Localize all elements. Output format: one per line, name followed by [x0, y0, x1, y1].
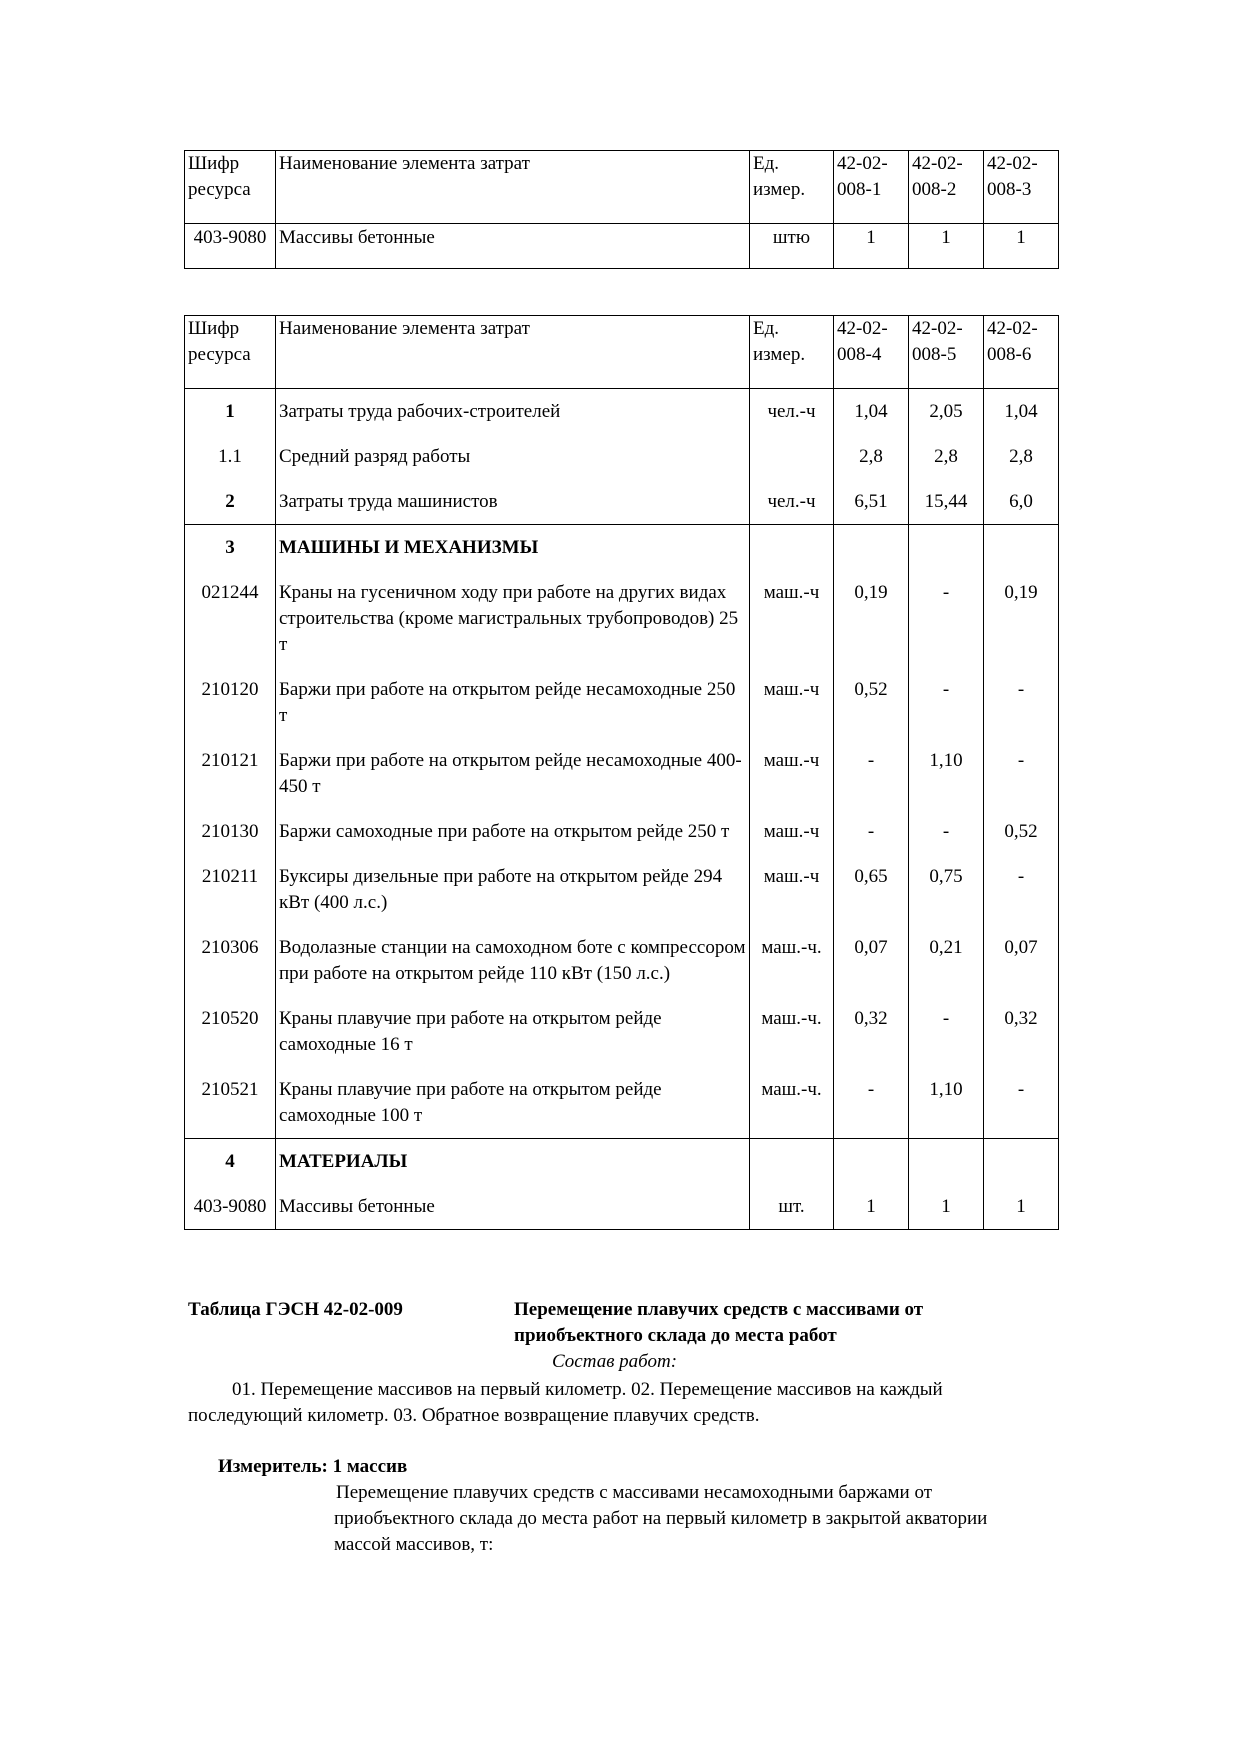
row-value-3: 6,0	[984, 479, 1059, 525]
row-unit: маш.-ч.	[750, 925, 834, 996]
row-value-3: 1	[984, 1184, 1059, 1230]
row-code: 403-9080	[185, 224, 276, 269]
table-row	[185, 570, 1059, 667]
row-unit: чел.-ч	[750, 479, 834, 525]
composition-label: Состав работ:	[552, 1351, 678, 1372]
row-value-1: -	[834, 1067, 909, 1139]
row-value-3: 1,04	[984, 389, 1059, 435]
table-row	[185, 1139, 1059, 1185]
row-value-3: 2,8	[984, 434, 1059, 479]
row-value-1: 0,19	[834, 570, 909, 667]
row-value-1: 6,51	[834, 479, 909, 525]
table-header-row	[185, 151, 1059, 224]
row-value-2: 2,8	[909, 434, 984, 479]
table-row	[185, 854, 1059, 925]
row-unit: маш.-ч	[750, 809, 834, 854]
description-line-2: приобъектного склада до места работ на первый километр в закрытой акватории	[334, 1508, 988, 1529]
row-value-1: 1	[834, 224, 909, 269]
row-value-2: 2,05	[909, 389, 984, 435]
header-col-3: 42-02- 008-6	[984, 316, 1059, 389]
row-unit: маш.-ч.	[750, 996, 834, 1067]
header-unit: Ед. измер.	[750, 151, 834, 224]
header-name: Наименование элемента затрат	[276, 151, 750, 224]
table-row	[185, 389, 1059, 435]
row-value-1: -	[834, 738, 909, 809]
row-value-3: 0,32	[984, 996, 1059, 1067]
row-name: Краны плавучие при работе на открытом рейде самоходные 100 т	[276, 1067, 750, 1139]
row-value-3: -	[984, 854, 1059, 925]
row-value-1: 0,65	[834, 854, 909, 925]
row-value-1	[834, 1139, 909, 1185]
row-code: 1	[185, 389, 276, 435]
row-value-3	[984, 525, 1059, 571]
table-row	[185, 809, 1059, 854]
row-value-1: 2,8	[834, 434, 909, 479]
header-name: Наименование элемента затрат	[276, 316, 750, 389]
row-code: 021244	[185, 570, 276, 667]
header-unit: Ед. измер.	[750, 316, 834, 389]
table-row	[185, 925, 1059, 996]
row-unit: шт.	[750, 1184, 834, 1230]
row-value-2: 0,21	[909, 925, 984, 996]
row-name: МАТЕРИАЛЫ	[276, 1139, 750, 1185]
table-row	[185, 667, 1059, 738]
table-row	[185, 996, 1059, 1067]
row-value-2: -	[909, 809, 984, 854]
row-value-1: -	[834, 809, 909, 854]
row-value-2	[909, 525, 984, 571]
row-code: 1.1	[185, 434, 276, 479]
row-value-2: 0,75	[909, 854, 984, 925]
meter: Измеритель: 1 массив	[218, 1456, 408, 1477]
row-code: 210130	[185, 809, 276, 854]
row-value-3: 1	[984, 224, 1059, 269]
row-name: Баржи при работе на открытом рейде несамоходные 250 т	[276, 667, 750, 738]
row-unit: маш.-ч.	[750, 1067, 834, 1139]
row-unit: маш.-ч	[750, 667, 834, 738]
header-col-3: 42-02- 008-3	[984, 151, 1059, 224]
table-row	[185, 434, 1059, 479]
resource-table-2	[184, 315, 1059, 1230]
row-value-1: 0,32	[834, 996, 909, 1067]
table-row	[185, 479, 1059, 525]
description-line-3: массой массивов, т:	[334, 1534, 494, 1555]
row-code: 3	[185, 525, 276, 571]
row-value-2: 1	[909, 1184, 984, 1230]
row-name: Краны на гусеничном ходу при работе на других видах строительства (кроме магистральных трубопроводов) 25 т	[276, 570, 750, 667]
row-name: Массивы бетонные	[276, 224, 750, 269]
row-value-3: 0,52	[984, 809, 1059, 854]
row-unit: маш.-ч	[750, 854, 834, 925]
row-value-2: 15,44	[909, 479, 984, 525]
table-label: Таблица ГЭСН 42-02-009	[188, 1299, 403, 1320]
row-name: Средний разряд работы	[276, 434, 750, 479]
section-title-line-1: Перемещение плавучих средств с массивами от	[514, 1299, 924, 1320]
row-name: Баржи самоходные при работе на открытом рейде 250 т	[276, 809, 750, 854]
section-title-line-2: приобъектного склада до места работ	[514, 1325, 837, 1346]
row-value-2: -	[909, 667, 984, 738]
row-value-3: -	[984, 738, 1059, 809]
row-name: Массивы бетонные	[276, 1184, 750, 1230]
row-value-3: -	[984, 1067, 1059, 1139]
row-value-2: 1,10	[909, 738, 984, 809]
table-row	[185, 1067, 1059, 1139]
row-value-1: 0,52	[834, 667, 909, 738]
header-code: Шифр ресурса	[185, 151, 276, 224]
table-row	[185, 1184, 1059, 1230]
composition-line-1: 01. Перемещение массивов на первый километр. 02. Перемещение массивов на каждый	[232, 1379, 943, 1400]
row-unit: штю	[750, 224, 834, 269]
row-code: 210306	[185, 925, 276, 996]
header-code: Шифр ресурса	[185, 316, 276, 389]
row-value-3: 0,07	[984, 925, 1059, 996]
row-code: 210521	[185, 1067, 276, 1139]
row-value-1: 1	[834, 1184, 909, 1230]
header-col-2: 42-02- 008-2	[909, 151, 984, 224]
header-col-1: 42-02- 008-1	[834, 151, 909, 224]
description-line-1: Перемещение плавучих средств с массивами несамоходными баржами от	[336, 1482, 933, 1503]
row-value-2: -	[909, 996, 984, 1067]
row-unit: маш.-ч	[750, 738, 834, 809]
row-code: 210211	[185, 854, 276, 925]
row-unit	[750, 1139, 834, 1185]
row-value-3: 0,19	[984, 570, 1059, 667]
row-name: Затраты труда рабочих-строителей	[276, 389, 750, 435]
row-value-2: 1,10	[909, 1067, 984, 1139]
row-code: 210520	[185, 996, 276, 1067]
row-unit	[750, 525, 834, 571]
row-code: 210120	[185, 667, 276, 738]
row-name: Баржи при работе на открытом рейде несамоходные 400-450 т	[276, 738, 750, 809]
table-header-row	[185, 316, 1059, 389]
header-col-2: 42-02- 008-5	[909, 316, 984, 389]
resource-table-1	[184, 150, 1059, 269]
row-value-1: 1,04	[834, 389, 909, 435]
row-code: 2	[185, 479, 276, 525]
composition-line-2: последующий километр. 03. Обратное возвращение плавучих средств.	[188, 1405, 760, 1426]
row-code: 4	[185, 1139, 276, 1185]
row-unit: маш.-ч	[750, 570, 834, 667]
row-name: Буксиры дизельные при работе на открытом рейде 294 кВт (400 л.с.)	[276, 854, 750, 925]
row-value-3: -	[984, 667, 1059, 738]
row-code: 210121	[185, 738, 276, 809]
row-name: МАШИНЫ И МЕХАНИЗМЫ	[276, 525, 750, 571]
row-name: Затраты труда машинистов	[276, 479, 750, 525]
table-row	[185, 738, 1059, 809]
row-value-2	[909, 1139, 984, 1185]
row-value-2: -	[909, 570, 984, 667]
row-value-1: 0,07	[834, 925, 909, 996]
row-value-3	[984, 1139, 1059, 1185]
row-value-1	[834, 525, 909, 571]
table-row	[185, 525, 1059, 571]
table-row	[185, 224, 1059, 269]
row-unit	[750, 434, 834, 479]
row-unit: чел.-ч	[750, 389, 834, 435]
row-code: 403-9080	[185, 1184, 276, 1230]
header-col-1: 42-02- 008-4	[834, 316, 909, 389]
row-value-2: 1	[909, 224, 984, 269]
row-name: Краны плавучие при работе на открытом рейде самоходные 16 т	[276, 996, 750, 1067]
row-name: Водолазные станции на самоходном боте с компрессором при работе на открытом рейде 110 кВт (150 л.с.)	[276, 925, 750, 996]
